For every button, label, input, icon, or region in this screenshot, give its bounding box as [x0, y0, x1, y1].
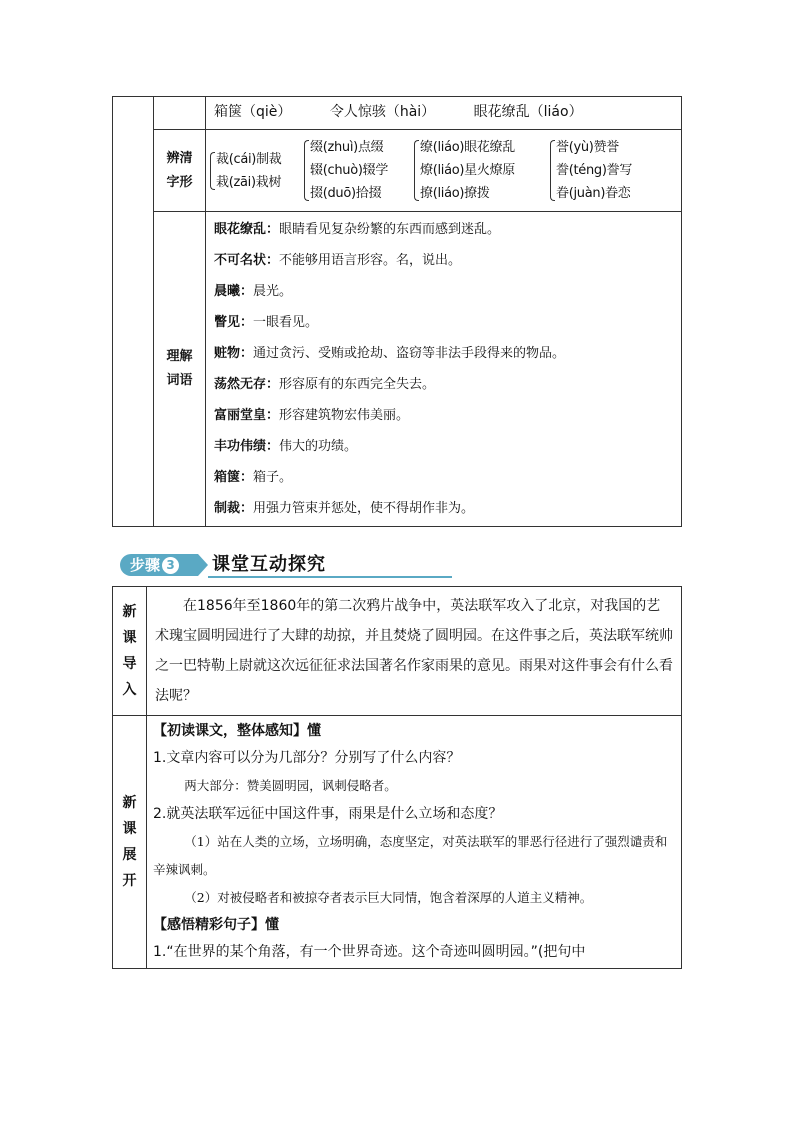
zixing-group: 缀(zhuì)点缀 辍(chuò)辍学 掇(duō)拾掇 [304, 136, 412, 205]
question: 2.就英法联军远征中国这件事，雨果是什么立场和态度？ [153, 806, 503, 822]
lesson-table [112, 586, 682, 969]
ciyu-item: 富丽堂皇：形容建筑物宏伟美丽。 [214, 408, 410, 423]
zixing-group: 誉(yù)赞誉 誊(téng)誊写 眷(juàn)眷恋 [550, 136, 650, 205]
section-heading: 【初读课文，整体感知】懂 [153, 723, 321, 739]
answer: （1）站在人类的立场，立场明确，态度坚定，对英法联军的罪恶行径进行了强烈谴责和辛辣讽刺。 [153, 834, 668, 877]
ciyu-item: 晨曦：晨光。 [214, 284, 293, 299]
step-arrow [198, 554, 208, 576]
ciyu-item: 丰功伟绩：伟大的功绩。 [214, 439, 358, 454]
section-heading: 【感悟精彩句子】懂 [153, 917, 279, 933]
blank-cell [113, 97, 154, 527]
pinyin-row [206, 97, 682, 130]
daoru-header: 新 课 导 入 [113, 587, 147, 716]
zixing-header: 辨清 字形 [154, 130, 206, 212]
ciyu-cell [206, 212, 682, 527]
step-underline [208, 576, 452, 578]
ciyu-item: 制裁：用强力管束并惩处，使不得胡作非为。 [214, 501, 475, 516]
zixing-cell [206, 130, 682, 212]
step-number: 3 [162, 557, 179, 574]
pinyin-item: 眼花缭乱（liáo） [473, 104, 583, 120]
zhankai-header: 新 课 展 开 [113, 716, 147, 969]
ciyu-item: 不可名状：不能够用语言形容。名，说出。 [214, 253, 462, 268]
answer: （2）对被侵略者和被掠夺者表示巨大同情，饱含着深厚的人道主义精神。 [184, 890, 593, 905]
daoru-text: 在1856年至1860年的第二次鸦片战争中，英法联军攻入了北京，对我国的艺术瑰宝圆明园进行了大肆的劫掠，并且焚烧了圆明园。在这件事之后，英法联军统帅之一巴特勒上尉就这次远征征求法国著名作家雨果的意见。雨果对这件事会有什么看法呢？ [147, 587, 682, 716]
ciyu-item: 赃物：通过贪污、受贿或抢劫、盗窃等非法手段得来的物品。 [214, 346, 566, 361]
pinyin-item: 令人惊骇（hài） [329, 104, 436, 120]
zhankai-content [147, 716, 682, 969]
ciyu-item: 眼花缭乱：眼睛看见复杂纷繁的东西而感到迷乱。 [214, 222, 501, 237]
step-title: 课堂互动探究 [212, 554, 326, 575]
pinyin-item: 箱箧（qiè） [214, 104, 292, 120]
step-banner [120, 553, 332, 577]
blank-header-cell [154, 97, 206, 130]
ciyu-item: 瞥见：一眼看见。 [214, 315, 319, 330]
vocab-table [112, 96, 682, 527]
question: 1.“在世界的某个角落，有一个世界奇迹。这个奇迹叫圆明园。”(把句中 [153, 944, 586, 960]
answer: 两大部分：赞美圆明园，讽刺侵略者。 [184, 778, 397, 793]
ciyu-item: 荡然无存：形容原有的东西完全失去。 [214, 377, 436, 392]
ciyu-header: 理解 词语 [154, 212, 206, 527]
ciyu-item: 箱箧：箱子。 [214, 470, 293, 485]
question: 1.文章内容可以分为几部分？分别写了什么内容？ [153, 750, 461, 766]
zixing-group: 缭(liáo)眼花缭乱 燎(liáo)星火燎原 撩(liáo)撩拨 [414, 136, 548, 205]
zixing-group: 裁(cái)制裁 栽(zāi)栽树 [210, 148, 302, 194]
step-badge: 步骤 3 [120, 554, 198, 576]
